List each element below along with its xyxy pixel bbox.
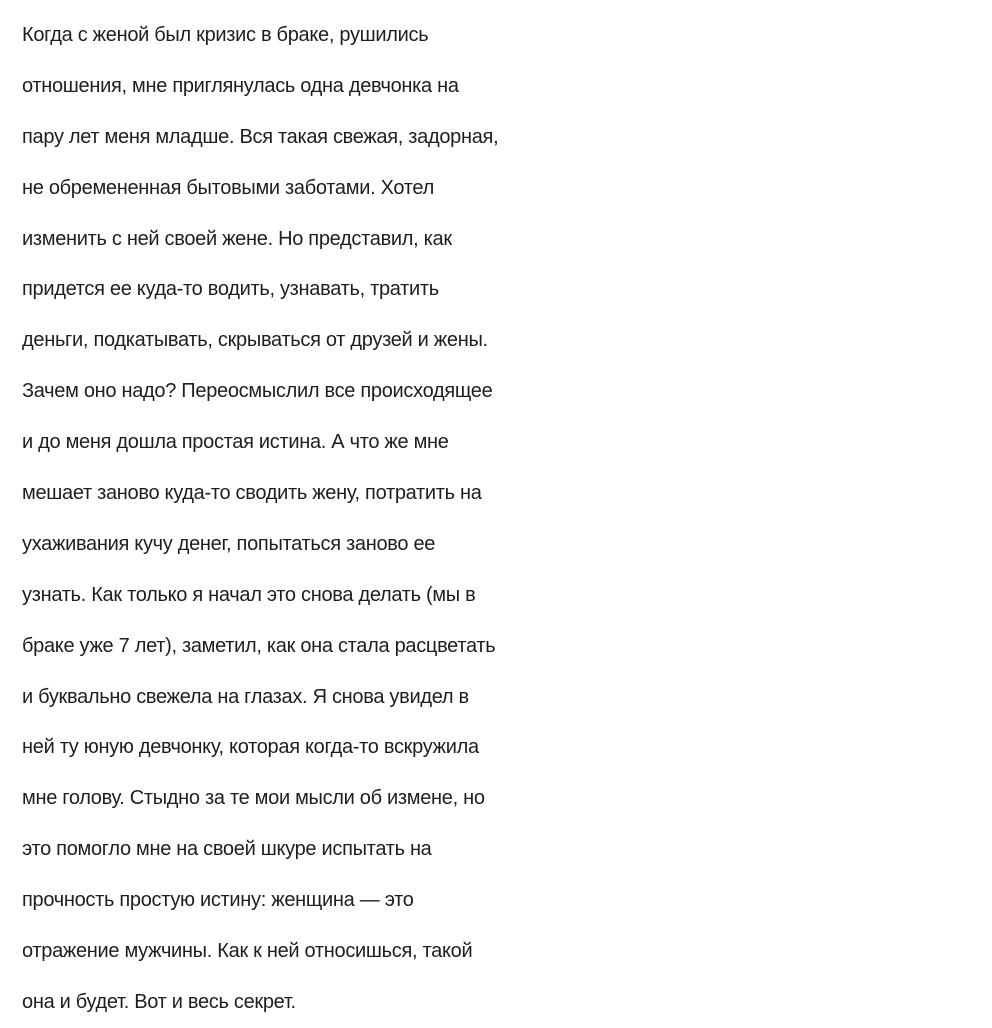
text-line: Зачем оно надо? Переосмыслил все происходящее bbox=[22, 380, 493, 403]
text-line: деньги, подкатывать, скрываться от друзей и жены. bbox=[22, 329, 488, 352]
text-line: не обремененная бытовыми заботами. Хотел bbox=[22, 176, 434, 199]
text-line: ней ту юную девчонку, которая когда-то вскружила bbox=[22, 736, 479, 759]
text-line: мешает заново куда-то сводить жену, потратить на bbox=[22, 482, 482, 505]
text-line: мне голову. Стыдно за те мои мысли об измене, но bbox=[22, 787, 485, 810]
text-line: она и будет. Вот и весь секрет. bbox=[22, 990, 296, 1013]
text-line: придется ее куда-то водить, узнавать, тратить bbox=[22, 278, 439, 301]
text-line: изменить с ней своей жене. Но представил, как bbox=[22, 227, 452, 250]
text-line: браке уже 7 лет), заметил, как она стала расцветать bbox=[22, 634, 496, 657]
text-line: прочность простую истину: женщина — это bbox=[22, 889, 414, 912]
text-line: это помогло мне на своей шкуре испытать на bbox=[22, 838, 432, 861]
text-line: пару лет меня младше. Вся такая свежая, задорная, bbox=[22, 125, 499, 148]
text-line: ухаживания кучу денег, попытаться заново ее bbox=[22, 532, 436, 555]
text-document bbox=[22, 10, 982, 1028]
text-line: отражение мужчины. Как к ней относишься, такой bbox=[22, 940, 473, 963]
text-line: узнать. Как только я начал это снова делать (мы в bbox=[22, 583, 476, 606]
text-line: отношения, мне приглянулась одна девчонка на bbox=[22, 74, 459, 97]
text-line: Когда с женой был кризис в браке, рушились bbox=[22, 24, 429, 46]
text-line: и до меня дошла простая истина. А что же мне bbox=[22, 431, 449, 454]
text-line: и буквально свежела на глазах. Я снова увидел в bbox=[22, 685, 469, 708]
